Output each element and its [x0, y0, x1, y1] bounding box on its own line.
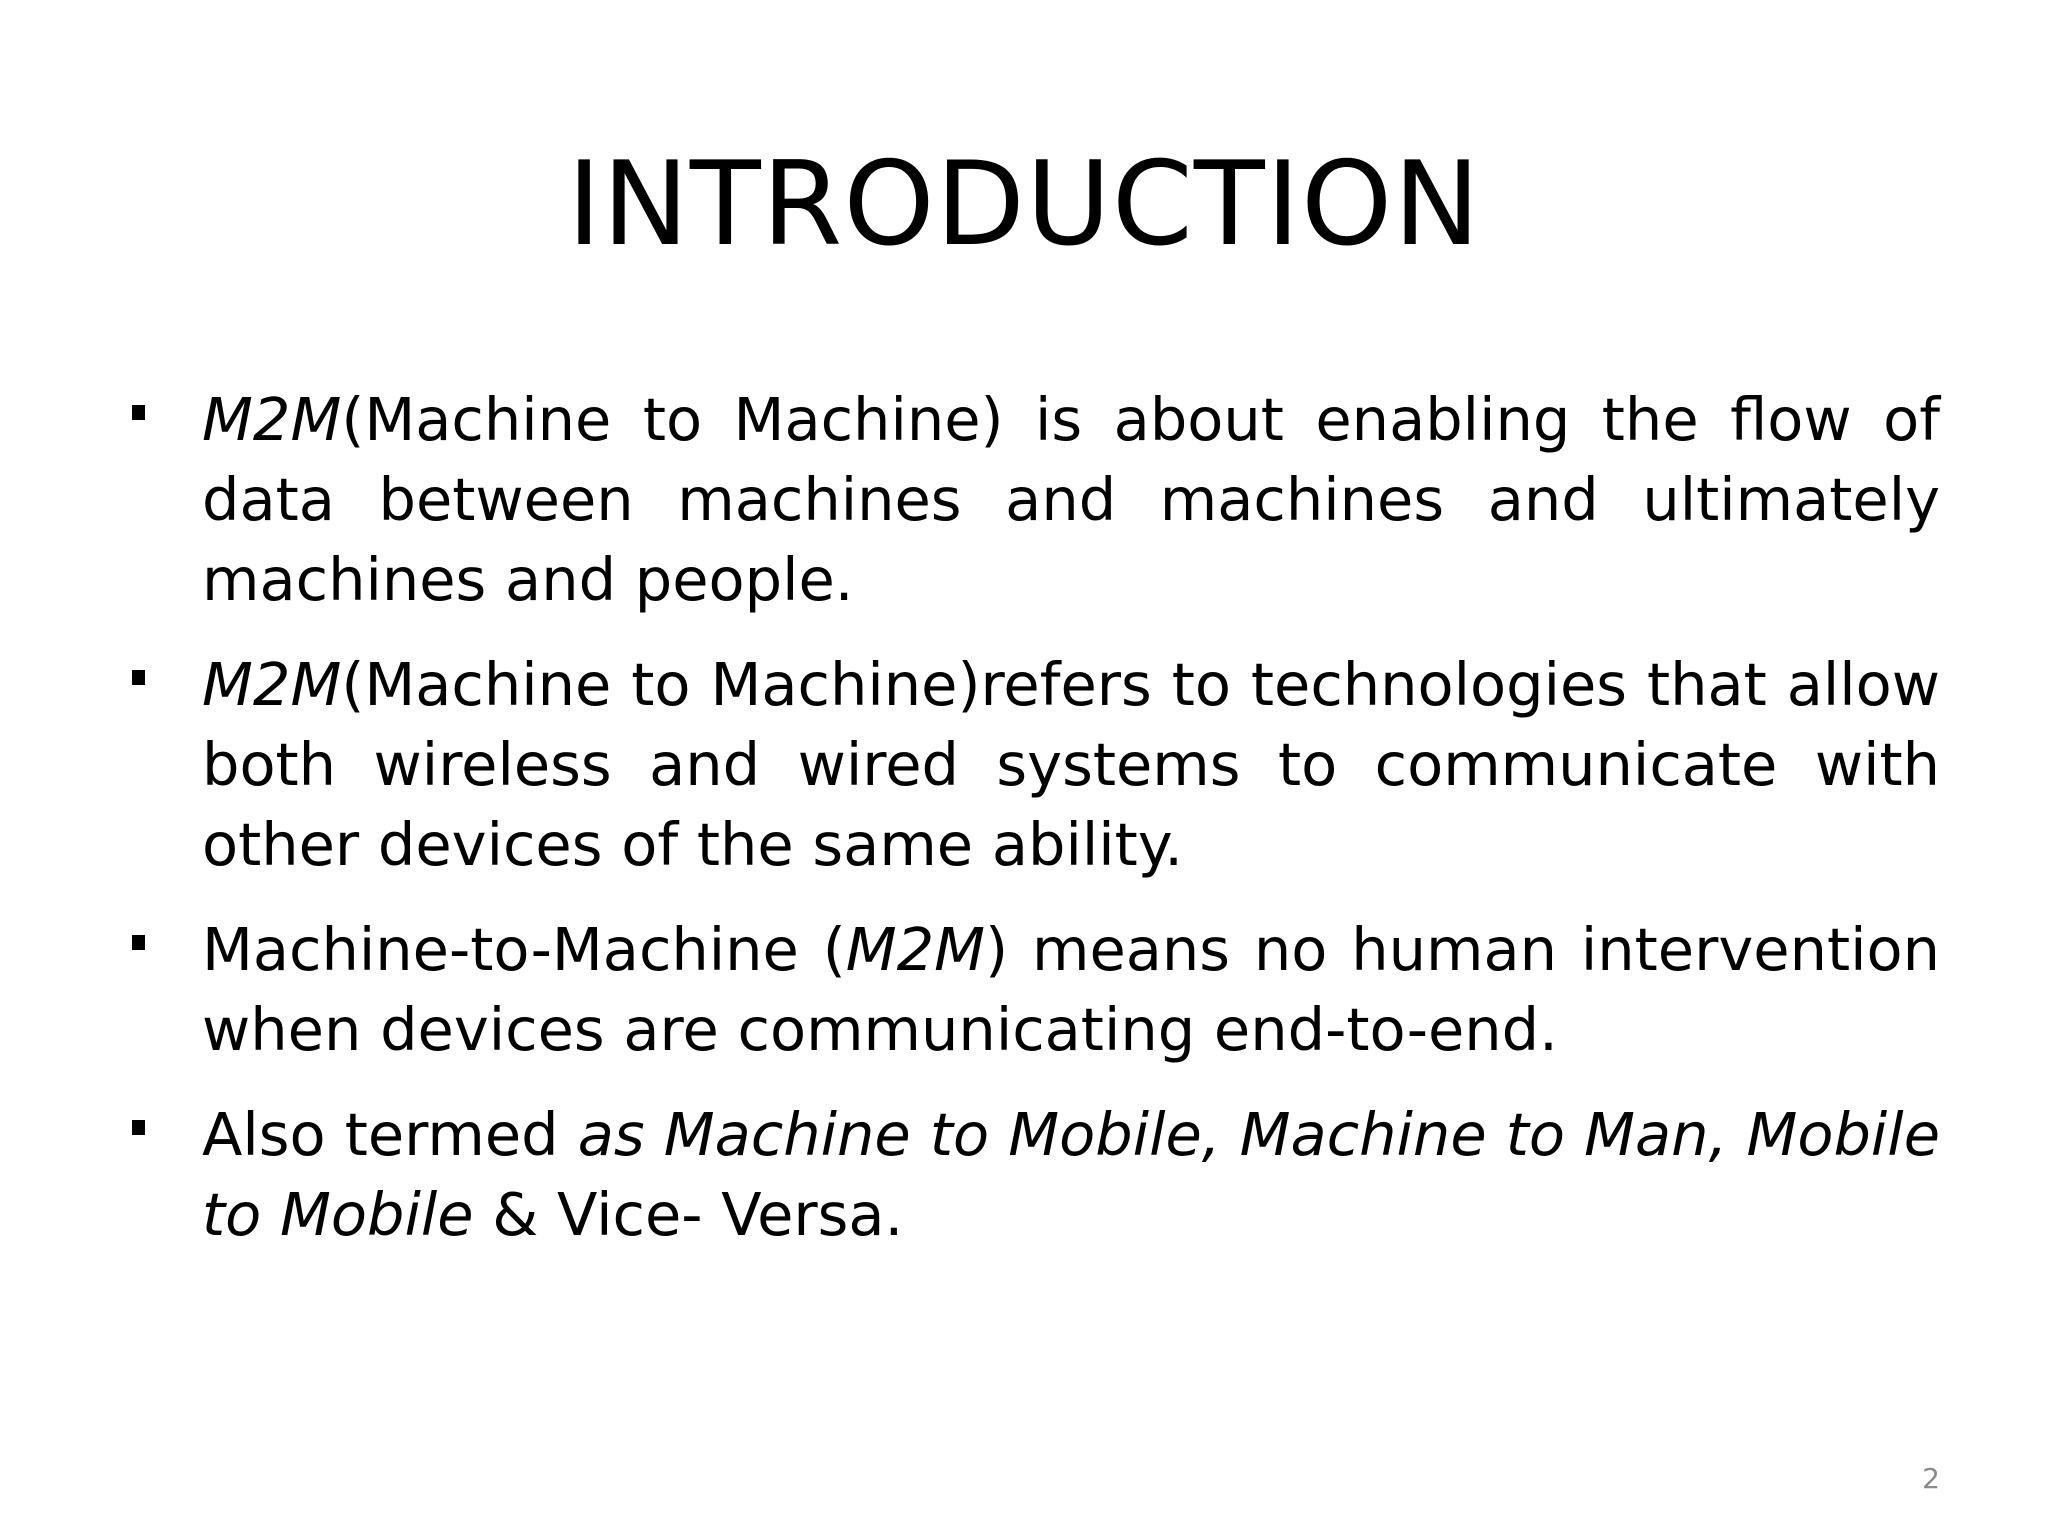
square-bullet-icon	[132, 670, 145, 685]
bullet-4-text-before: Also termed	[202, 1100, 578, 1169]
slide-title: INTRODUCTION	[566, 137, 1482, 272]
bullet-3-lead: M2M	[845, 915, 986, 984]
bullet-list	[125, 380, 1940, 1280]
bullet-1-lead: M2M	[202, 385, 342, 454]
page-number: 2	[1922, 1462, 1940, 1495]
bullet-4-text-after: & Vice- Versa.	[473, 1180, 904, 1249]
bullet-4-italic: as Machine to Mobile, Machine to Man, Mobile to Mobile	[202, 1100, 1940, 1249]
square-bullet-icon	[132, 935, 145, 950]
bullet-1-text: (Machine to Machine) is about enabling the flow of data between machines and machines and ultimately machines and people.	[202, 385, 1940, 614]
bullet-3-text-after: ) means no human intervention when devices are communicating end-to-end.	[202, 915, 1940, 1064]
bullet-item-1	[125, 380, 1940, 620]
bullet-item-3	[125, 910, 1940, 1070]
bullet-2-lead: M2M	[202, 650, 342, 719]
bullet-item-4	[125, 1095, 1940, 1255]
square-bullet-icon	[132, 1120, 145, 1135]
square-bullet-icon	[132, 405, 145, 420]
bullet-item-2	[125, 645, 1940, 885]
bullet-3-text-before: Machine-to-Machine (	[202, 915, 846, 984]
bullet-2-text: (Machine to Machine)refers to technologies that allow both wireless and wired systems to communicate with other devices of the same ability.	[202, 650, 1940, 879]
